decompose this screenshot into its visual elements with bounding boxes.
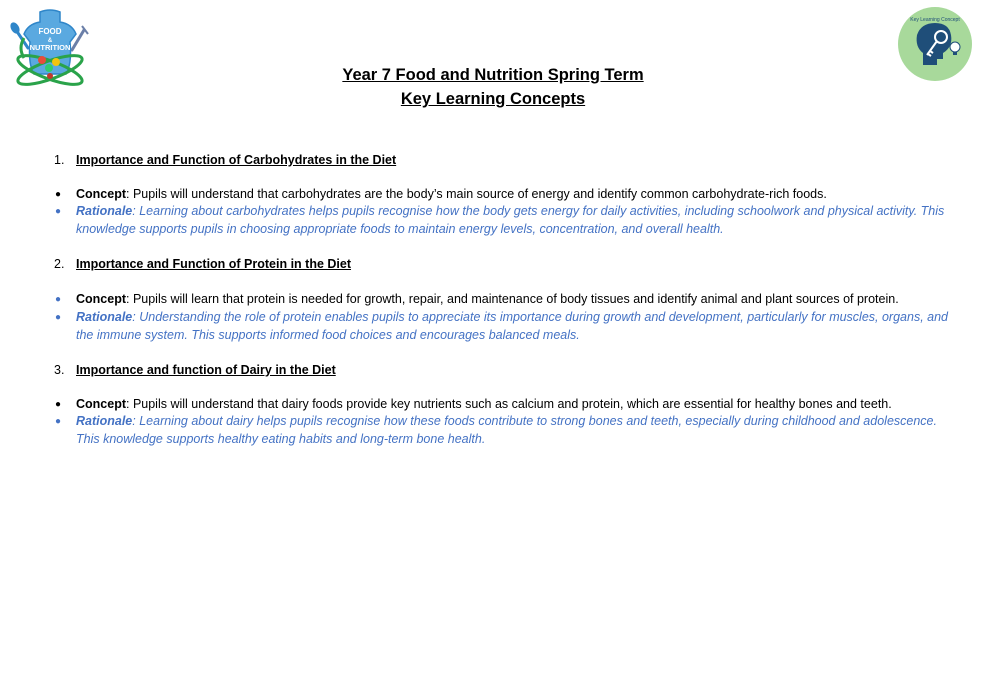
- rationale-text: : Learning about carbohydrates helps pupils recognise how the body gets energy for daily activities, including schoolwork and physical activity. This knowledge supports pupils in choosing appropriate foods to maintain energy levels, concentration, and overall health.: [76, 204, 945, 236]
- bullet-icon: ●: [54, 399, 62, 410]
- rationale-label: Rationale: [76, 310, 133, 324]
- concept-item: [76, 291, 956, 309]
- rationale-item: [76, 309, 956, 344]
- svg-text:&: &: [47, 38, 53, 44]
- concept-text: : Pupils will understand that carbohydrates are the body’s main source of energy and identify common carbohydrate-rich foods.: [126, 187, 827, 201]
- bullet-icon: ●: [54, 416, 62, 427]
- concept-label: Concept: [76, 292, 126, 306]
- bullet-icon: ●: [54, 312, 62, 323]
- bullet-icon: ●: [54, 189, 62, 200]
- concept-item: [76, 186, 956, 204]
- bullet-icon: ●: [54, 294, 62, 305]
- svg-text:NUTRITION: NUTRITION: [29, 43, 71, 52]
- concept-label: Concept: [76, 397, 126, 411]
- svg-text:Key Learning Concept: Key Learning Concept: [910, 17, 960, 23]
- rationale-item: [76, 413, 956, 448]
- concept-text: : Pupils will learn that protein is needed for growth, repair, and maintenance of body tissues and identify animal and plant sources of protein.: [126, 292, 899, 306]
- rationale-text: : Understanding the role of protein enables pupils to appreciate its importance during growth and development, particularly for muscles, organs, and the immune system. This supports informed food choices and encourages balanced meals.: [76, 310, 949, 342]
- section-heading: Importance and Function of Protein in the Diet: [76, 257, 352, 271]
- bullet-icon: ●: [54, 206, 62, 217]
- page-subtitle: Key Learning Concepts: [400, 90, 586, 108]
- rationale-item: [76, 203, 956, 238]
- svg-text:FOOD: FOOD: [38, 27, 62, 36]
- section-heading: Importance and Function of Carbohydrates in the Diet: [76, 153, 397, 167]
- concept-text: : Pupils will understand that dairy foods provide key nutrients such as calcium and protein, which are essential for healthy bones and teeth.: [126, 397, 892, 411]
- rationale-label: Rationale: [76, 204, 133, 218]
- page-title: Year 7 Food and Nutrition Spring Term: [342, 66, 644, 84]
- section-number: 1.: [54, 153, 65, 167]
- rationale-text: : Learning about dairy helps pupils recognise how these foods contribute to strong bones and teeth, especially during childhood and adolescence. This knowledge supports healthy eating habits and long-term bone health.: [76, 414, 937, 446]
- section-number: 3.: [54, 363, 65, 377]
- concept-item: [76, 396, 956, 414]
- rationale-label: Rationale: [76, 414, 133, 428]
- section-heading: Importance and function of Dairy in the Diet: [76, 363, 336, 377]
- concept-label: Concept: [76, 187, 126, 201]
- section-number: 2.: [54, 257, 65, 271]
